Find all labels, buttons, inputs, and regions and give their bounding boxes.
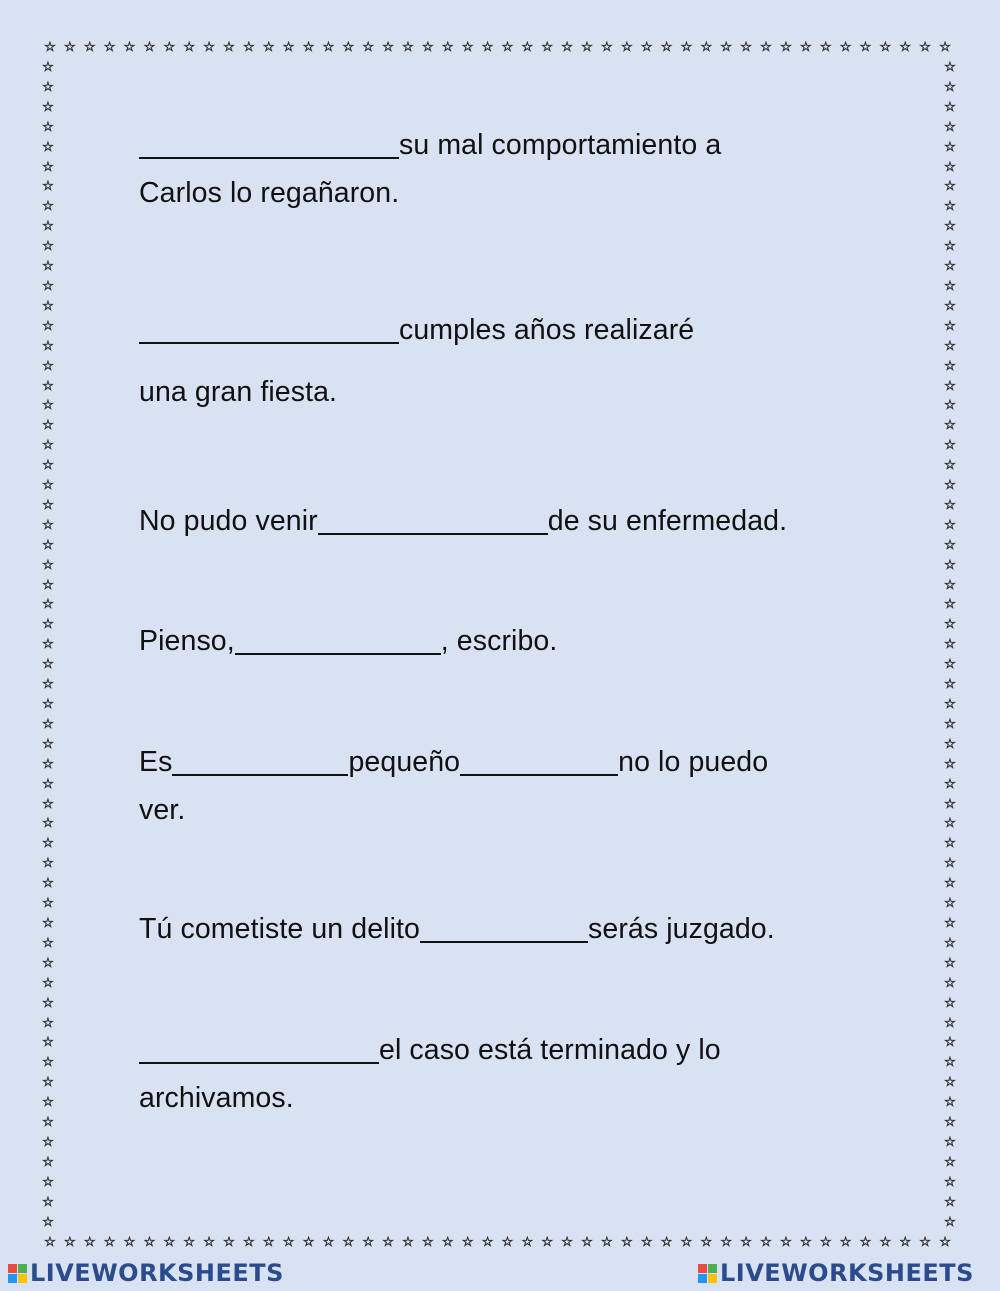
star-icon: ☆ [382, 41, 394, 54]
star-icon: ☆ [42, 199, 54, 215]
star-icon: ☆ [944, 697, 956, 712]
star-icon: ☆ [302, 1236, 315, 1249]
star-icon: ☆ [322, 1236, 335, 1249]
answer-blank[interactable] [172, 746, 348, 776]
star-icon: ☆ [944, 836, 956, 852]
star-icon: ☆ [640, 1236, 653, 1249]
star-icon: ☆ [441, 1236, 454, 1249]
star-icon: ☆ [944, 1035, 956, 1051]
star-icon: ☆ [42, 637, 54, 653]
star-icon: ☆ [342, 1236, 355, 1249]
exercise-text: archivamos. [139, 1082, 294, 1114]
star-icon: ☆ [760, 1236, 772, 1249]
star-icon: ☆ [899, 1236, 912, 1249]
star-icon: ☆ [42, 1174, 54, 1190]
star-icon: ☆ [640, 41, 653, 54]
star-icon: ☆ [42, 537, 54, 553]
exercise-7 [139, 1026, 721, 1122]
exercise-5 [139, 738, 768, 834]
exercise-3 [139, 497, 787, 545]
star-icon: ☆ [944, 139, 956, 155]
star-icon: ☆ [944, 497, 956, 513]
star-icon: ☆ [541, 41, 554, 54]
star-icon: ☆ [944, 99, 956, 115]
star-icon: ☆ [819, 41, 832, 54]
star-icon: ☆ [944, 1055, 956, 1071]
star-icon: ☆ [620, 1236, 633, 1249]
star-icon: ☆ [944, 557, 956, 573]
star-icon: ☆ [42, 776, 54, 792]
star-icon: ☆ [944, 756, 956, 772]
star-icon: ☆ [944, 935, 956, 951]
star-icon: ☆ [123, 1236, 136, 1249]
star-icon: ☆ [42, 219, 54, 235]
star-icon: ☆ [42, 915, 54, 931]
star-icon: ☆ [42, 179, 54, 195]
star-icon: ☆ [944, 995, 956, 1011]
star-icon: ☆ [944, 657, 956, 673]
star-icon: ☆ [42, 756, 54, 772]
star-icon: ☆ [362, 1236, 375, 1249]
star-icon: ☆ [944, 398, 956, 414]
exercise-text: pequeño [348, 746, 461, 778]
star-icon: ☆ [720, 41, 733, 54]
star-icon: ☆ [944, 796, 956, 812]
star-icon: ☆ [919, 1236, 931, 1249]
star-icon: ☆ [42, 1134, 54, 1150]
star-icon: ☆ [262, 1236, 275, 1249]
exercise-text: no lo puedo [618, 746, 769, 778]
star-icon: ☆ [262, 41, 275, 54]
star-icon: ☆ [42, 79, 54, 95]
exercise-6 [139, 905, 775, 953]
star-icon: ☆ [620, 41, 633, 54]
exercise-4 [139, 617, 557, 665]
star-icon: ☆ [42, 517, 54, 533]
star-icon: ☆ [919, 41, 931, 54]
star-icon: ☆ [944, 119, 956, 135]
star-icon: ☆ [561, 1236, 573, 1249]
star-icon: ☆ [541, 1236, 554, 1249]
answer-blank[interactable] [318, 505, 548, 535]
star-icon: ☆ [944, 1214, 956, 1230]
star-icon: ☆ [183, 1236, 195, 1249]
star-icon: ☆ [441, 41, 454, 54]
star-icon: ☆ [944, 776, 956, 792]
logo-text: LIVEWORKSHEETS [720, 1259, 974, 1287]
star-icon: ☆ [944, 1174, 956, 1190]
star-icon: ☆ [944, 259, 956, 275]
star-icon: ☆ [944, 1115, 956, 1131]
star-icon: ☆ [402, 1236, 414, 1249]
star-icon: ☆ [944, 1095, 956, 1111]
star-icon: ☆ [362, 41, 375, 54]
star-icon: ☆ [944, 537, 956, 553]
exercise-text: No pudo venir [139, 505, 318, 537]
star-icon: ☆ [879, 41, 892, 54]
star-icon: ☆ [944, 896, 956, 912]
star-icon: ☆ [944, 637, 956, 653]
star-icon: ☆ [302, 41, 315, 54]
star-icon: ☆ [944, 677, 956, 693]
star-icon: ☆ [680, 41, 693, 54]
star-icon: ☆ [203, 41, 215, 54]
star-icon: ☆ [944, 298, 956, 314]
star-icon: ☆ [42, 935, 54, 951]
star-icon: ☆ [799, 41, 812, 54]
star-icon: ☆ [521, 1236, 534, 1249]
star-icon: ☆ [42, 995, 54, 1011]
star-icon: ☆ [944, 577, 956, 593]
star-icon: ☆ [42, 677, 54, 693]
star-icon: ☆ [944, 1134, 956, 1150]
star-icon: ☆ [501, 1236, 514, 1249]
star-icon: ☆ [42, 1035, 54, 1051]
star-icon: ☆ [944, 915, 956, 931]
star-icon: ☆ [944, 60, 956, 75]
star-icon: ☆ [944, 378, 956, 394]
star-icon: ☆ [944, 219, 956, 235]
star-icon: ☆ [944, 1154, 956, 1170]
exercise-text: el caso está terminado y lo [379, 1034, 721, 1066]
star-icon: ☆ [42, 617, 54, 633]
star-icon: ☆ [223, 41, 235, 54]
star-icon: ☆ [42, 159, 54, 175]
star-icon: ☆ [944, 955, 956, 971]
star-icon: ☆ [944, 736, 956, 752]
liveworksheets-logo-left[interactable] [8, 1259, 284, 1287]
star-icon: ☆ [42, 1214, 54, 1230]
star-icon: ☆ [944, 876, 956, 892]
star-border-top [40, 41, 960, 54]
star-icon: ☆ [944, 418, 956, 434]
star-icon: ☆ [700, 1236, 713, 1249]
star-icon: ☆ [680, 1236, 693, 1249]
star-icon: ☆ [939, 41, 951, 54]
star-icon: ☆ [123, 41, 136, 54]
star-icon: ☆ [44, 41, 56, 54]
star-icon: ☆ [243, 41, 255, 54]
star-icon: ☆ [939, 1236, 951, 1249]
star-icon: ☆ [501, 41, 514, 54]
star-icon: ☆ [581, 1236, 593, 1249]
star-icon: ☆ [481, 1236, 494, 1249]
star-icon: ☆ [799, 1236, 812, 1249]
star-icon: ☆ [42, 1015, 54, 1031]
star-icon: ☆ [944, 816, 956, 832]
star-icon: ☆ [944, 597, 956, 613]
star-icon: ☆ [42, 259, 54, 275]
star-icon: ☆ [203, 1236, 215, 1249]
star-icon: ☆ [282, 1236, 295, 1249]
star-icon: ☆ [223, 1236, 235, 1249]
star-icon: ☆ [859, 41, 872, 54]
answer-blank[interactable] [420, 913, 588, 943]
star-icon: ☆ [859, 1236, 872, 1249]
star-icon: ☆ [382, 1236, 394, 1249]
exercise-text: , escribo. [440, 625, 558, 657]
logo-text: LIVEWORKSHEETS [30, 1259, 284, 1287]
star-icon: ☆ [282, 41, 295, 54]
star-icon: ☆ [42, 1095, 54, 1111]
star-icon: ☆ [42, 497, 54, 513]
logo-mark-icon [698, 1264, 717, 1283]
star-icon: ☆ [163, 41, 176, 54]
star-icon: ☆ [839, 41, 852, 54]
star-icon: ☆ [521, 41, 534, 54]
star-icon: ☆ [481, 41, 494, 54]
star-icon: ☆ [64, 1236, 76, 1249]
star-icon: ☆ [944, 318, 956, 334]
exercise-text: Carlos lo regañaron. [139, 177, 400, 209]
answer-blank[interactable] [460, 746, 618, 776]
star-icon: ☆ [561, 41, 573, 54]
star-icon: ☆ [760, 41, 772, 54]
star-icon: ☆ [601, 41, 613, 54]
star-icon: ☆ [243, 1236, 255, 1249]
star-border-bottom [40, 1236, 960, 1249]
star-icon: ☆ [422, 41, 434, 54]
star-icon: ☆ [42, 1194, 54, 1210]
exercise-2 [139, 306, 694, 416]
star-icon: ☆ [879, 1236, 892, 1249]
star-icon: ☆ [944, 1015, 956, 1031]
star-icon: ☆ [944, 79, 956, 95]
exercise-text: cumples años realizaré [399, 314, 695, 346]
exercise-text: su mal comportamiento a [399, 129, 722, 161]
star-icon: ☆ [42, 975, 54, 991]
star-icon: ☆ [42, 896, 54, 912]
star-icon: ☆ [83, 1236, 96, 1249]
star-icon: ☆ [740, 41, 752, 54]
star-icon: ☆ [42, 657, 54, 673]
star-icon: ☆ [944, 517, 956, 533]
exercise-text: Tú cometiste un delito [139, 913, 421, 945]
star-icon: ☆ [44, 1236, 56, 1249]
star-icon: ☆ [461, 41, 474, 54]
star-icon: ☆ [42, 318, 54, 334]
exercise-text: de su enfermedad. [547, 505, 788, 537]
star-icon: ☆ [819, 1236, 832, 1249]
star-icon: ☆ [42, 1154, 54, 1170]
star-icon: ☆ [780, 1236, 792, 1249]
star-icon: ☆ [944, 179, 956, 195]
star-icon: ☆ [322, 41, 335, 54]
star-icon: ☆ [143, 41, 156, 54]
star-icon: ☆ [42, 1115, 54, 1131]
star-icon: ☆ [42, 557, 54, 573]
star-border-left [40, 58, 56, 1234]
star-icon: ☆ [64, 41, 76, 54]
star-icon: ☆ [944, 338, 956, 354]
star-icon: ☆ [944, 358, 956, 374]
answer-blank[interactable] [139, 129, 399, 159]
star-icon: ☆ [42, 338, 54, 354]
star-icon: ☆ [780, 41, 792, 54]
star-icon: ☆ [700, 41, 713, 54]
exercise-text: Es [139, 746, 173, 778]
star-icon: ☆ [42, 955, 54, 971]
star-icon: ☆ [42, 856, 54, 872]
star-icon: ☆ [839, 1236, 852, 1249]
star-icon: ☆ [944, 856, 956, 872]
exercise-text: Pienso, [139, 625, 235, 657]
star-icon: ☆ [944, 159, 956, 175]
liveworksheets-logo-right[interactable] [698, 1259, 974, 1287]
star-icon: ☆ [660, 41, 673, 54]
star-icon: ☆ [42, 577, 54, 593]
star-icon: ☆ [183, 41, 195, 54]
star-icon: ☆ [601, 1236, 613, 1249]
star-icon: ☆ [42, 298, 54, 314]
star-icon: ☆ [944, 458, 956, 474]
star-icon: ☆ [42, 1055, 54, 1071]
star-icon: ☆ [103, 41, 116, 54]
exercise-1 [139, 121, 721, 217]
star-icon: ☆ [42, 358, 54, 374]
star-icon: ☆ [944, 617, 956, 633]
star-icon: ☆ [103, 1236, 116, 1249]
star-icon: ☆ [42, 796, 54, 812]
star-icon: ☆ [944, 199, 956, 215]
star-icon: ☆ [42, 716, 54, 732]
star-icon: ☆ [944, 278, 956, 294]
star-icon: ☆ [720, 1236, 733, 1249]
star-icon: ☆ [944, 239, 956, 255]
star-icon: ☆ [143, 1236, 156, 1249]
star-icon: ☆ [42, 736, 54, 752]
star-icon: ☆ [944, 1194, 956, 1210]
star-icon: ☆ [461, 1236, 474, 1249]
star-icon: ☆ [42, 139, 54, 155]
star-icon: ☆ [42, 278, 54, 294]
star-icon: ☆ [42, 876, 54, 892]
logo-mark-icon [8, 1264, 27, 1283]
star-icon: ☆ [42, 398, 54, 414]
star-icon: ☆ [42, 1075, 54, 1091]
star-icon: ☆ [42, 458, 54, 474]
star-icon: ☆ [42, 418, 54, 434]
star-icon: ☆ [42, 119, 54, 135]
star-icon: ☆ [944, 975, 956, 991]
star-icon: ☆ [660, 1236, 673, 1249]
star-icon: ☆ [42, 239, 54, 255]
star-icon: ☆ [42, 836, 54, 852]
answer-blank[interactable] [235, 625, 441, 655]
answer-blank[interactable] [139, 314, 399, 344]
star-icon: ☆ [944, 1075, 956, 1091]
star-icon: ☆ [42, 438, 54, 454]
star-icon: ☆ [899, 41, 912, 54]
star-icon: ☆ [944, 716, 956, 732]
star-icon: ☆ [42, 60, 54, 75]
star-icon: ☆ [402, 41, 414, 54]
exercise-text: ver. [139, 794, 186, 826]
star-icon: ☆ [422, 1236, 434, 1249]
star-icon: ☆ [42, 378, 54, 394]
star-icon: ☆ [944, 478, 956, 494]
exercise-text: una gran fiesta. [139, 376, 338, 408]
star-icon: ☆ [42, 597, 54, 613]
star-icon: ☆ [42, 697, 54, 712]
star-icon: ☆ [581, 41, 593, 54]
star-icon: ☆ [42, 478, 54, 494]
star-icon: ☆ [944, 438, 956, 454]
star-icon: ☆ [740, 1236, 752, 1249]
answer-blank[interactable] [139, 1034, 379, 1064]
star-icon: ☆ [342, 41, 355, 54]
star-icon: ☆ [163, 1236, 176, 1249]
exercise-text: serás juzgado. [588, 913, 775, 945]
star-border-right [942, 58, 958, 1234]
star-icon: ☆ [42, 816, 54, 832]
star-icon: ☆ [83, 41, 96, 54]
star-icon: ☆ [42, 99, 54, 115]
